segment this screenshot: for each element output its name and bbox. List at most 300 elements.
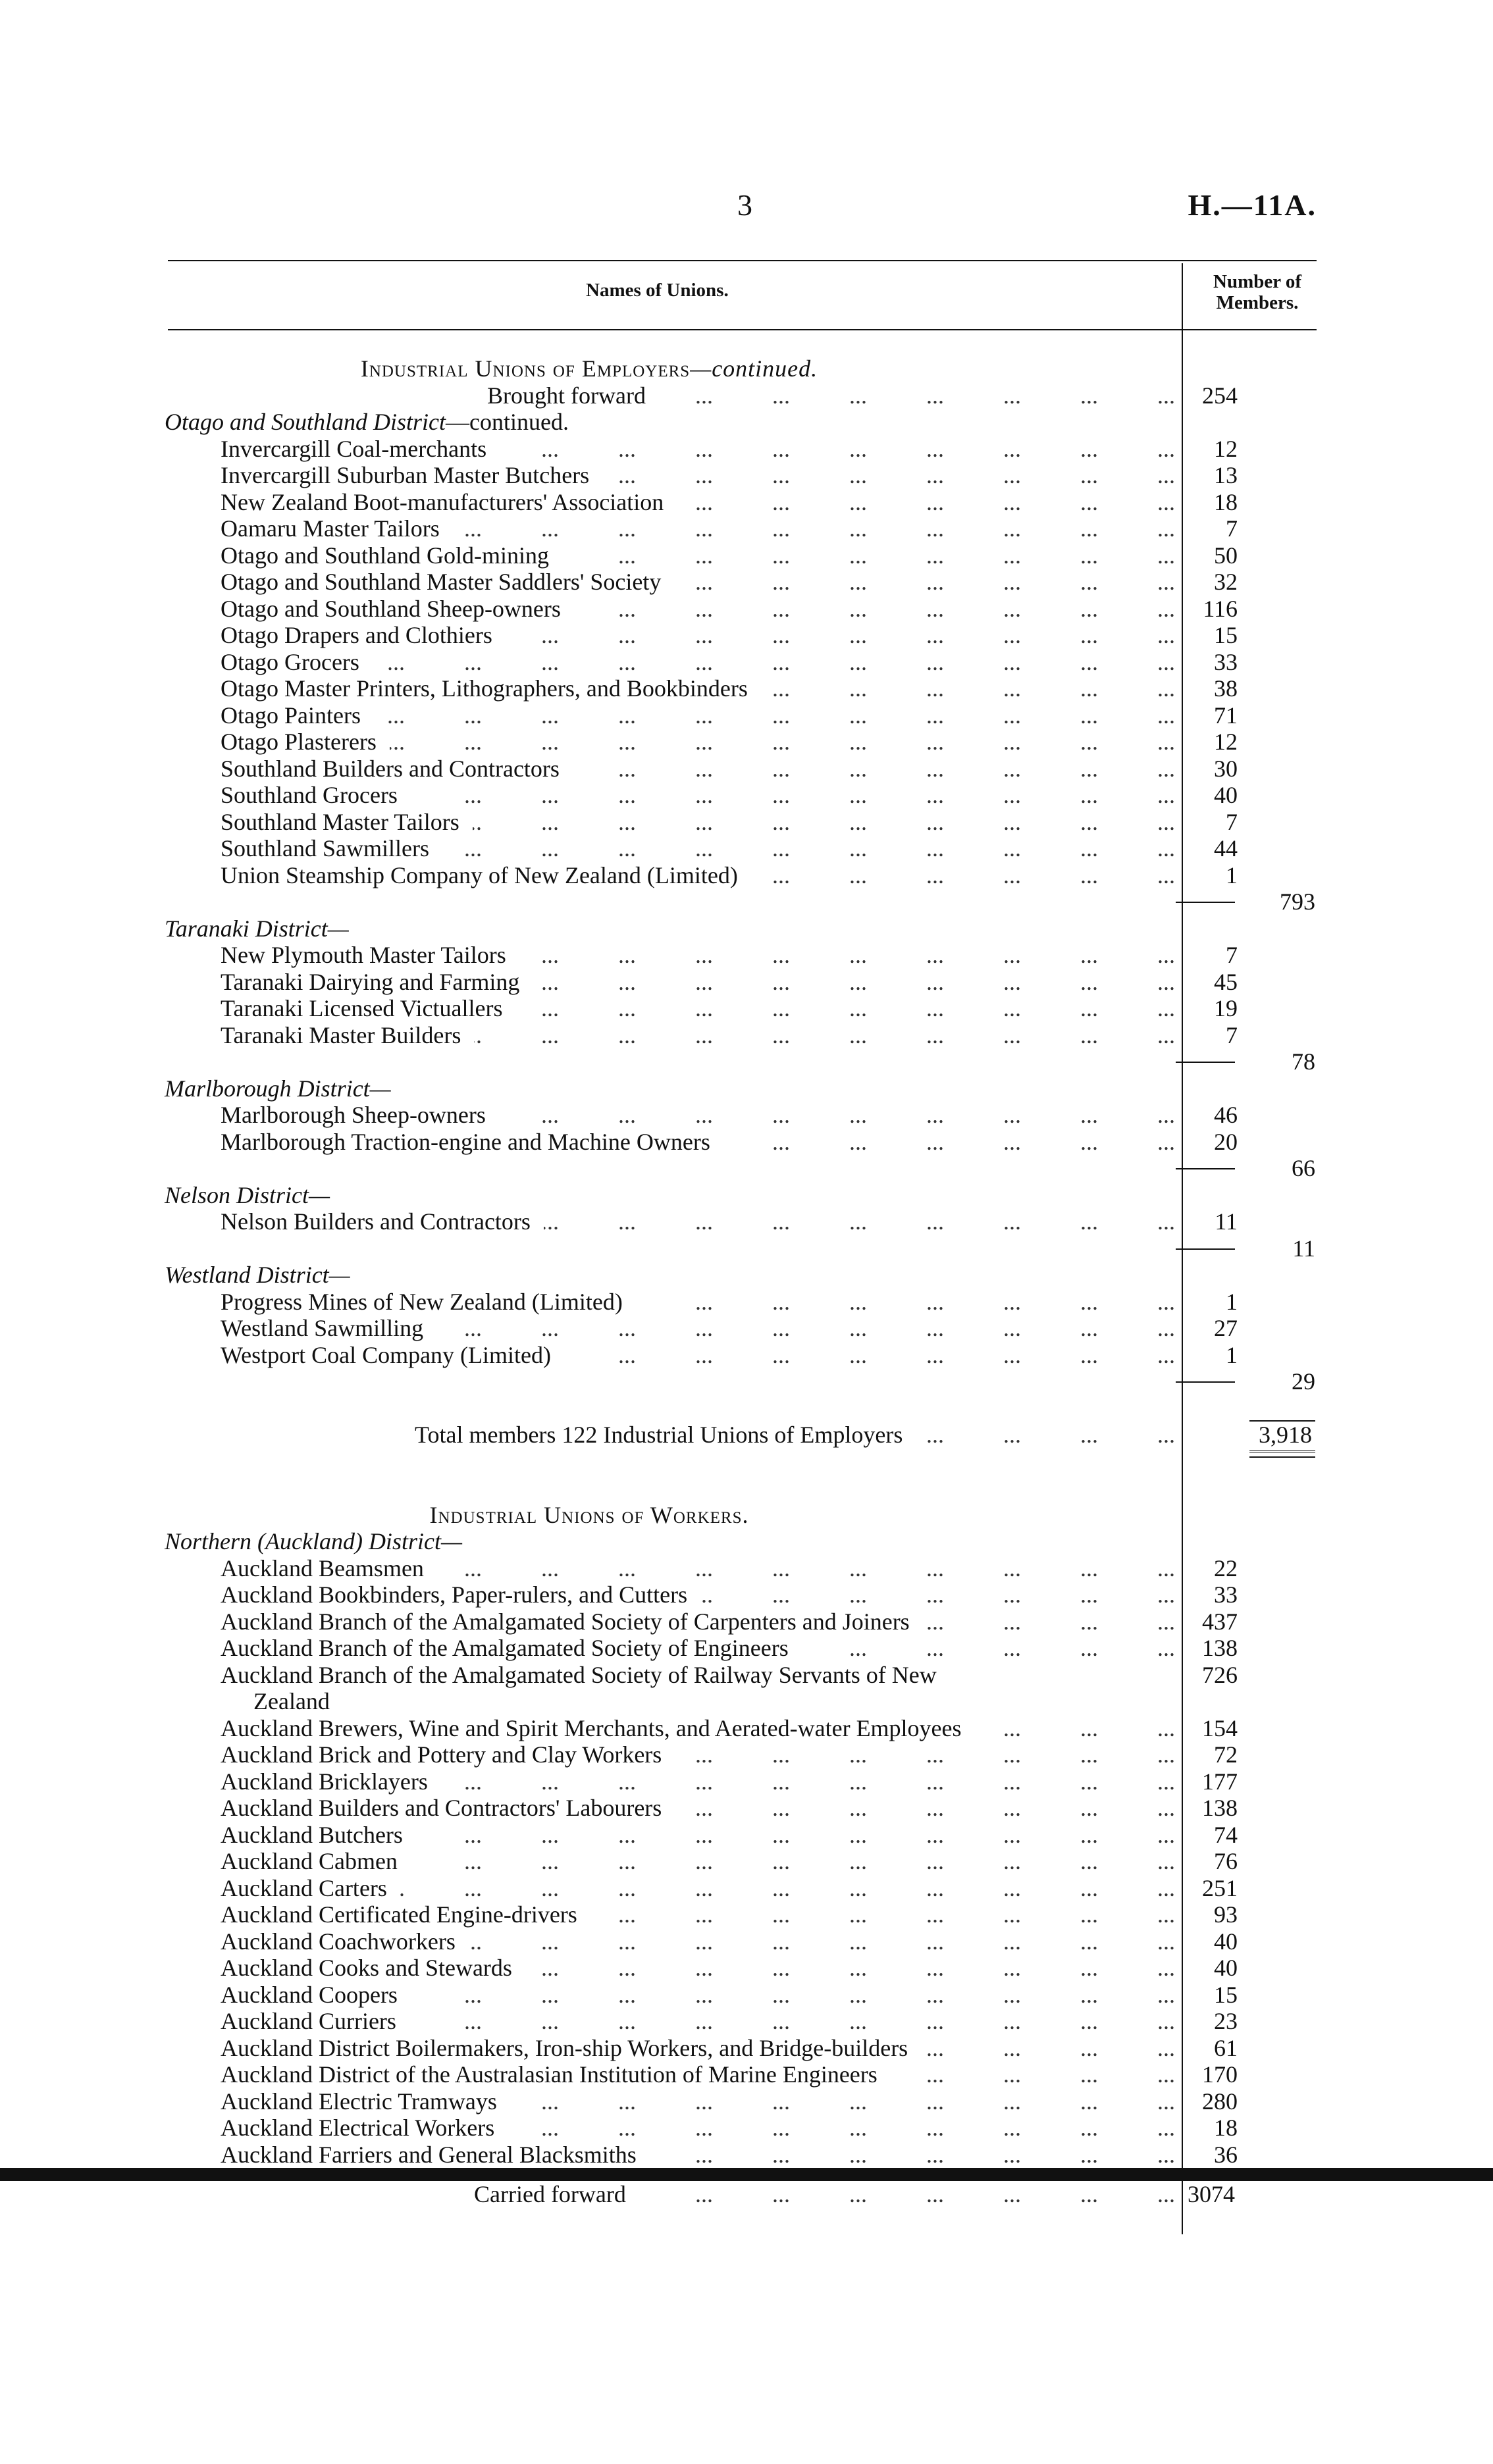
union-name-cell — [221, 1795, 1175, 1822]
members-column-header: Number of Members. — [1213, 271, 1301, 313]
subtotal-rule — [1176, 1381, 1235, 1383]
union-name-cell — [221, 702, 1175, 729]
dot-leader — [453, 515, 1175, 542]
union-name: Brought forward — [487, 382, 646, 409]
union-name: Auckland Butchers — [221, 1821, 403, 1848]
district-name: Otago and Southland District — [165, 409, 446, 435]
member-count: 44 — [1214, 835, 1238, 861]
subtotal-row — [0, 1235, 1493, 1262]
member-count: 20 — [1214, 1128, 1238, 1155]
union-name-cell — [221, 569, 1175, 596]
member-count: 45 — [1214, 968, 1238, 995]
table-row — [0, 1289, 1493, 1316]
union-name-cell — [221, 1715, 1175, 1742]
dot-leader — [442, 835, 1175, 862]
rule-row — [0, 2168, 1493, 2181]
member-count: 1 — [1226, 861, 1238, 888]
union-name-cell — [474, 2181, 1175, 2208]
union-name-cell — [221, 862, 1175, 889]
subtotal-row — [0, 1048, 1493, 1075]
union-name: Auckland Brewers, Wine and Spirit Merchants, and Aerated-water Employees — [221, 1714, 962, 1741]
union-name-cell — [221, 1289, 1175, 1316]
dot-leader — [675, 1741, 1175, 1768]
district-suffix: —continued. — [446, 409, 569, 435]
member-count: 71 — [1214, 702, 1238, 729]
table-row — [0, 995, 1493, 1022]
member-count: 726 — [1202, 1661, 1238, 1688]
district-subtotal: 793 — [1280, 888, 1315, 915]
total-row — [0, 1422, 1493, 1449]
union-name: Auckland Coachworkers — [221, 1928, 456, 1955]
union-name: Carried forward — [474, 2181, 626, 2207]
union-name: Southland Sawmillers — [221, 835, 429, 861]
union-name: Otago Master Printers, Lithographers, and Bookbinders — [221, 675, 748, 702]
dot-leader — [469, 1928, 1175, 1955]
member-count: 19 — [1214, 995, 1238, 1021]
dot-leader — [409, 2008, 1175, 2035]
table-row — [0, 1982, 1493, 2009]
union-name-cell — [221, 622, 1175, 649]
union-name-cell — [221, 2008, 1175, 2035]
union-name: Otago Drapers and Clothiers — [221, 622, 492, 648]
union-name: Auckland Cabmen — [221, 1848, 398, 1874]
dot-leader — [411, 1982, 1175, 2009]
union-name: Otago Painters — [221, 702, 361, 729]
district-heading — [165, 1075, 1119, 1102]
member-count: 7 — [1226, 808, 1238, 835]
member-count: 18 — [1214, 488, 1238, 515]
blank-row — [0, 1395, 1493, 1422]
dot-leader — [506, 622, 1175, 649]
dot-leader — [390, 729, 1175, 756]
subtotal-rule — [1176, 902, 1235, 903]
union-name: Oamaru Master Tailors — [221, 515, 440, 542]
union-name-cell — [221, 995, 1175, 1022]
dot-leader — [374, 702, 1175, 729]
union-name: Auckland Cooks and Stewards — [221, 1955, 512, 1981]
union-name: Auckland District Boilermakers, Iron-ship Workers, and Bridge-builders — [221, 2034, 908, 2061]
union-name-cell — [221, 1208, 1175, 1235]
union-name: Auckland Brick and Pottery and Clay Workers — [221, 1741, 662, 1768]
table-row — [0, 1662, 1493, 1689]
district-heading — [165, 1528, 1119, 1555]
member-count: 12 — [1214, 729, 1238, 755]
district-heading — [165, 1182, 1119, 1209]
member-count: 437 — [1202, 1608, 1238, 1635]
union-name: Auckland Coopers — [221, 1981, 398, 2008]
dot-leader — [602, 462, 1175, 489]
member-count: 1 — [1226, 1341, 1238, 1368]
union-name-cell — [221, 2035, 1175, 2062]
union-name: Auckland Bricklayers — [221, 1768, 428, 1795]
dot-leader — [923, 1608, 1175, 1635]
carried-rule — [1176, 2180, 1235, 2181]
dot-leader — [436, 1315, 1175, 1342]
member-count: 46 — [1214, 1102, 1238, 1128]
table-row — [0, 835, 1493, 862]
subtotal-rule — [1176, 1248, 1235, 1250]
member-count: 15 — [1214, 622, 1238, 648]
union-name-cell — [221, 1581, 1175, 1608]
table-row — [0, 462, 1493, 489]
dot-leader — [473, 809, 1175, 836]
table-row — [0, 1715, 1493, 1742]
union-name-cell — [221, 2115, 1175, 2142]
member-count: 12 — [1214, 435, 1238, 462]
union-name-cell — [221, 942, 1175, 969]
page-number: 3 — [737, 188, 752, 222]
member-count: 76 — [1214, 1848, 1238, 1874]
union-name: Auckland Electrical Workers — [221, 2115, 495, 2141]
table-row — [0, 1741, 1493, 1768]
dot-leader — [373, 649, 1175, 676]
union-name: Nelson Builders and Contractors — [221, 1208, 531, 1235]
union-name-cell — [221, 969, 1175, 996]
district-row — [0, 1262, 1493, 1289]
union-name-cell — [221, 1822, 1175, 1849]
union-name: Otago and Southland Gold-mining — [221, 542, 549, 569]
names-column-header: Names of Unions. — [586, 280, 729, 301]
dot-leader — [515, 995, 1175, 1022]
table-row — [0, 1102, 1493, 1129]
table-row — [0, 702, 1493, 729]
member-count: 138 — [1202, 1635, 1238, 1661]
table-row — [0, 1875, 1493, 1902]
union-name: Auckland Builders and Contractors' Labourers — [221, 1795, 662, 1821]
dot-leader — [675, 1795, 1175, 1822]
union-name-cell — [221, 1635, 1175, 1662]
union-name-cell — [221, 542, 1175, 569]
table-row — [0, 1955, 1493, 1982]
member-count: 116 — [1203, 595, 1238, 622]
dot-leader — [916, 1422, 1175, 1449]
document-reference: H.—11A. — [1188, 188, 1317, 222]
district-subtotal: 66 — [1292, 1155, 1315, 1181]
dot-leader — [573, 756, 1175, 783]
union-name-cell — [221, 1315, 1175, 1342]
union-name-cell — [221, 1768, 1175, 1795]
union-name-cell — [221, 1555, 1175, 1582]
dot-leader — [659, 382, 1175, 409]
district-name: Marlborough District— — [165, 1075, 391, 1102]
union-name: Auckland Carters — [221, 1874, 387, 1901]
subtotal-row — [0, 1368, 1493, 1395]
section-heading-text: Industrial Unions of Employers — [360, 355, 691, 382]
table-row — [0, 675, 1493, 702]
union-name-cell — [253, 1688, 1208, 1715]
union-name: Auckland Beamsmen — [221, 1554, 424, 1581]
union-name: Union Steamship Company of New Zealand (Limited) — [221, 861, 738, 888]
district-heading — [165, 915, 1119, 942]
union-name: Southland Master Tailors — [221, 808, 459, 835]
union-name-cell — [221, 596, 1175, 623]
member-count: 18 — [1214, 2115, 1238, 2141]
member-count: 74 — [1214, 1821, 1238, 1848]
union-name: Taranaki Dairying and Farming — [221, 968, 520, 995]
union-name: Otago Grocers — [221, 648, 359, 675]
dot-leader — [574, 596, 1175, 623]
union-name-cell — [221, 2142, 1175, 2169]
dot-leader — [499, 1102, 1175, 1129]
union-name-cell — [221, 489, 1175, 516]
union-name-cell — [221, 2061, 1175, 2088]
district-subtotal: 78 — [1292, 1048, 1315, 1075]
dot-leader — [400, 1875, 1175, 1902]
member-count: 33 — [1214, 648, 1238, 675]
dot-leader — [802, 1635, 1175, 1662]
table-row — [0, 809, 1493, 836]
member-count: 40 — [1214, 782, 1238, 808]
union-name: Auckland Bookbinders, Paper-rulers, and Cutters — [221, 1581, 688, 1608]
union-name-cell — [221, 1848, 1175, 1875]
district-row — [0, 409, 1493, 436]
member-count: 40 — [1214, 1955, 1238, 1981]
district-subtotal: 11 — [1292, 1235, 1315, 1262]
table-row — [0, 2035, 1493, 2062]
union-name-cell — [221, 1741, 1175, 1768]
dot-leader — [416, 1822, 1175, 1849]
union-name: Auckland Electric Tramways — [221, 2088, 497, 2115]
unions-table — [0, 355, 1493, 2208]
subtotal-rule — [1176, 1062, 1235, 1063]
district-heading — [165, 409, 1119, 436]
dot-leader — [891, 2061, 1175, 2088]
member-count: 30 — [1214, 755, 1238, 782]
table-row — [0, 756, 1493, 783]
member-count: 40 — [1214, 1928, 1238, 1955]
union-name: Otago and Southland Master Saddlers' Society — [221, 569, 662, 595]
member-count: 22 — [1214, 1554, 1238, 1581]
union-name: Auckland Certificated Engine-drivers — [221, 1901, 577, 1928]
member-count: 1 — [1226, 1288, 1238, 1315]
member-count: 61 — [1214, 2034, 1238, 2061]
table-row — [0, 1901, 1493, 1928]
dot-leader — [751, 862, 1175, 889]
table-row — [0, 569, 1493, 596]
union-name-cell — [221, 675, 1175, 702]
district-subtotal: 29 — [1292, 1368, 1315, 1395]
dot-leader — [677, 489, 1175, 516]
member-count: 38 — [1214, 675, 1238, 702]
dot-leader — [562, 542, 1175, 569]
district-name: Nelson District— — [165, 1181, 330, 1208]
member-count: 177 — [1202, 1768, 1238, 1795]
grand-total: 3,918 — [1259, 1422, 1312, 1448]
dot-leader — [519, 942, 1175, 969]
union-name-cell — [487, 382, 1175, 409]
dot-leader — [508, 2115, 1175, 2142]
dot-leader — [564, 1342, 1175, 1369]
district-row — [0, 1075, 1493, 1102]
union-name: Taranaki Licensed Victuallers — [221, 995, 503, 1021]
dot-leader — [441, 1768, 1175, 1795]
member-count: 33 — [1214, 1581, 1238, 1608]
union-name: Westport Coal Company (Limited) — [221, 1341, 552, 1368]
subtotal-row — [0, 1155, 1493, 1182]
district-heading — [165, 1262, 1119, 1289]
table-row — [0, 1822, 1493, 1849]
carried-row — [0, 2181, 1493, 2208]
header-top-rule — [168, 260, 1317, 261]
member-count: 93 — [1214, 1901, 1238, 1928]
dot-leader — [650, 2142, 1175, 2169]
union-name: Auckland Branch of the Amalgamated Society of Carpenters and Joiners — [221, 1608, 910, 1635]
union-name: Auckland Branch of the Amalgamated Society of Railway Servants of New — [221, 1661, 937, 1688]
union-name: Southland Grocers — [221, 782, 398, 808]
table-row — [0, 382, 1493, 409]
member-count: 254 — [1202, 382, 1238, 409]
dot-leader — [533, 969, 1175, 996]
table-row — [0, 1208, 1493, 1235]
union-name: Total members 122 Industrial Unions of Employers — [415, 1422, 903, 1448]
table-row — [0, 2115, 1493, 2142]
union-name: Invercargill Coal-merchants — [221, 435, 487, 462]
table-row — [0, 729, 1493, 756]
district-name: Northern (Auckland) District— — [165, 1528, 462, 1554]
union-name-cell — [221, 1608, 1175, 1635]
dot-leader — [510, 2088, 1175, 2115]
dot-leader — [761, 675, 1175, 702]
union-name-cell — [415, 1422, 1175, 1449]
district-name: Taranaki District— — [165, 915, 349, 942]
union-name-cell — [221, 1928, 1175, 1955]
union-name-cell — [221, 1875, 1175, 1902]
member-count: 3074 — [1188, 2181, 1235, 2207]
union-name: Auckland Branch of the Amalgamated Society of Engineers — [221, 1635, 789, 1661]
district-row — [0, 1528, 1493, 1555]
header-bottom-rule — [168, 329, 1317, 330]
member-count: 11 — [1215, 1208, 1238, 1235]
table-row — [0, 1848, 1493, 1875]
table-row — [0, 1635, 1493, 1662]
member-count: 138 — [1202, 1795, 1238, 1821]
dot-leader — [674, 569, 1175, 596]
union-name-cell — [221, 1955, 1175, 1982]
table-row — [0, 1608, 1493, 1635]
union-name-cell — [221, 1662, 1175, 1689]
member-count: 170 — [1202, 2061, 1238, 2088]
district-row — [0, 915, 1493, 942]
section-heading-text: Industrial Unions of Workers. — [429, 1501, 749, 1528]
union-name-cell — [221, 1102, 1175, 1129]
dot-leader — [639, 2181, 1175, 2208]
union-name-cell — [221, 756, 1175, 783]
table-row — [0, 649, 1493, 676]
subtotal-row — [0, 888, 1493, 915]
dot-leader — [636, 1289, 1175, 1316]
table-row — [0, 2142, 1493, 2169]
dot-leader — [921, 2035, 1175, 2062]
member-count: 15 — [1214, 1981, 1238, 2008]
union-name-cell — [221, 436, 1175, 463]
union-name: Zealand — [253, 1688, 330, 1714]
dot-leader — [544, 1208, 1175, 1235]
district-row — [0, 1182, 1493, 1209]
union-name-cell — [221, 782, 1175, 809]
union-name: Otago and Southland Sheep-owners — [221, 595, 561, 622]
dot-leader — [500, 436, 1175, 463]
table-row — [0, 515, 1493, 542]
dot-leader — [975, 1715, 1175, 1742]
table-row — [0, 1129, 1493, 1156]
table-row — [0, 1581, 1493, 1608]
section-heading-suffix: —continued. — [690, 355, 818, 382]
union-name-cell — [221, 1901, 1175, 1928]
table-row — [0, 782, 1493, 809]
union-name-cell — [221, 1022, 1175, 1049]
union-name-cell — [221, 2088, 1175, 2115]
member-count: 13 — [1214, 462, 1238, 488]
union-name: Invercargill Suburban Master Butchers — [221, 462, 590, 488]
heading-row — [0, 355, 1493, 382]
union-name-cell — [221, 809, 1175, 836]
union-name: New Plymouth Master Tailors — [221, 942, 506, 968]
table-row — [0, 862, 1493, 889]
table-row — [0, 1795, 1493, 1822]
dot-leader — [723, 1129, 1175, 1156]
table-row — [0, 489, 1493, 516]
blank-row — [0, 1475, 1493, 1502]
member-count: 36 — [1214, 2141, 1238, 2168]
subtotal-rule — [1176, 1168, 1235, 1169]
table-row — [0, 969, 1493, 996]
union-name: Auckland District of the Australasian Institution of Marine Engineers — [221, 2061, 877, 2088]
table-row — [0, 436, 1493, 463]
table-row — [0, 1315, 1493, 1342]
table-row — [0, 596, 1493, 623]
dot-leader — [700, 1581, 1175, 1608]
district-name: Westland District— — [165, 1262, 350, 1288]
member-count: 154 — [1202, 1714, 1238, 1741]
section-heading — [0, 355, 1178, 382]
table-row — [0, 2088, 1493, 2115]
union-name-cell — [221, 1129, 1175, 1156]
union-name: Auckland Curriers — [221, 2008, 396, 2034]
dot-leader — [525, 1955, 1175, 1982]
member-count: 7 — [1226, 515, 1238, 542]
union-name: Progress Mines of New Zealand (Limited) — [221, 1288, 623, 1315]
table-row — [0, 942, 1493, 969]
union-name: Taranaki Master Builders — [221, 1021, 461, 1048]
member-count: 32 — [1214, 569, 1238, 595]
table-row — [0, 1555, 1493, 1582]
union-name: Westland Sawmilling — [221, 1315, 424, 1341]
union-name-cell — [221, 515, 1175, 542]
member-count: 72 — [1214, 1741, 1238, 1768]
table-row — [0, 1342, 1493, 1369]
union-name-cell — [221, 1342, 1175, 1369]
table-row — [0, 1768, 1493, 1795]
member-count: 27 — [1214, 1315, 1238, 1341]
heading-row — [0, 1502, 1493, 1529]
union-name-cell — [221, 835, 1175, 862]
union-name-cell — [221, 1982, 1175, 2009]
member-count: 7 — [1226, 942, 1238, 968]
table-row — [0, 2061, 1493, 2088]
blank-row — [0, 1449, 1493, 1476]
union-name: Otago Plasterers — [221, 729, 377, 755]
union-name-cell — [221, 729, 1175, 756]
table-row — [0, 622, 1493, 649]
union-name-cell — [221, 649, 1175, 676]
dot-leader — [437, 1555, 1175, 1582]
member-count: 50 — [1214, 542, 1238, 569]
union-name: Marlborough Traction-engine and Machine Owners — [221, 1128, 710, 1155]
union-name: Auckland Farriers and General Blacksmiths — [221, 2141, 637, 2168]
section-heading — [0, 1502, 1178, 1529]
member-count: 23 — [1214, 2008, 1238, 2034]
union-name: Southland Builders and Contractors — [221, 755, 560, 782]
